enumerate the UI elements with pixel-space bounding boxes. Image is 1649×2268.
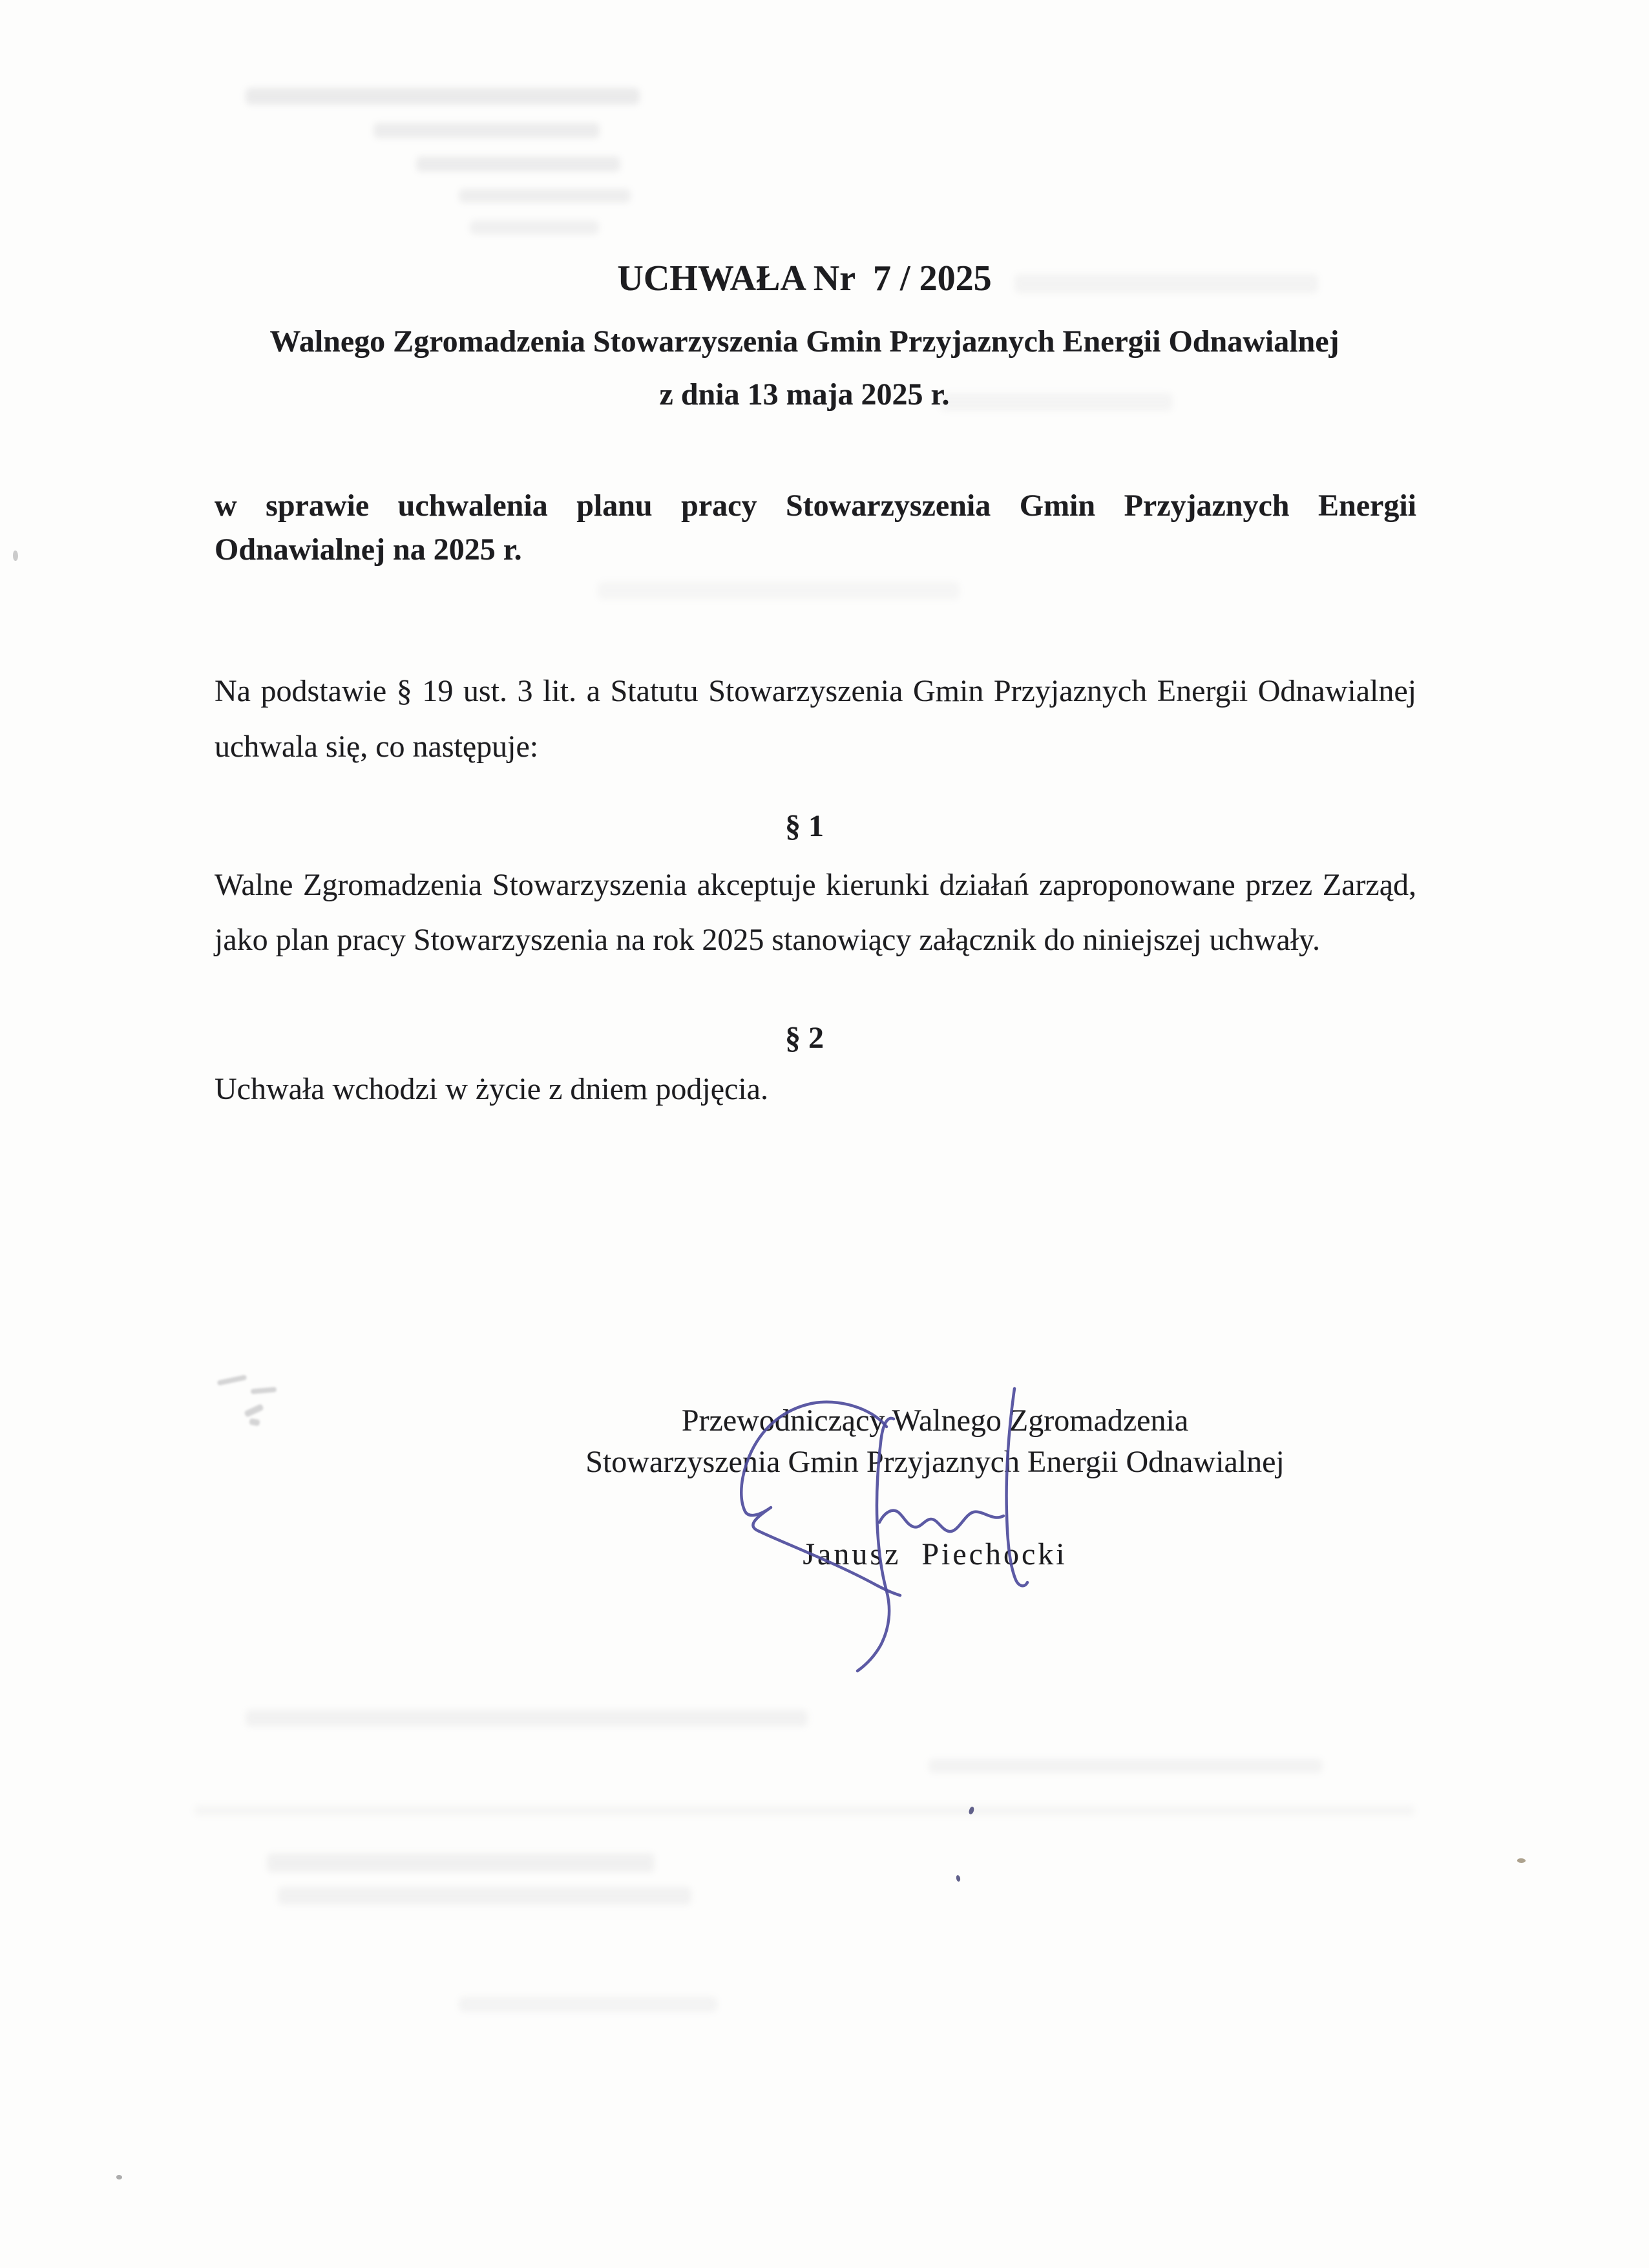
signature-scrawl: [704, 1367, 1073, 1696]
signatory-name: Janusz Piechocki: [803, 1537, 1067, 1571]
ghost-text-artifact: [598, 582, 960, 600]
pencil-smudge: [244, 1403, 264, 1418]
pen-stroke: [857, 1418, 894, 1671]
subject-paragraph: w sprawie uchwalenia planu pracy Stowarzyszenia Gmin Przyjaznych Energii Odnawialnej na 2025 r.: [215, 488, 1416, 567]
pencil-smudge: [251, 1387, 277, 1394]
document-date: z dnia 13 maja 2025 r.: [659, 377, 950, 412]
section-1-body: Walne Zgromadzenia Stowarzyszenia akceptuje kierunki działań zaproponowane przez Zarząd, jako plan pracy Stowarzyszenia na rok 2025 stanowiący załącznik do niniejszej uchwały.: [215, 868, 1416, 957]
pencil-smudge: [217, 1374, 247, 1385]
ink-speck: [1517, 1858, 1526, 1863]
ink-speck: [956, 1875, 961, 1882]
ghost-text-artifact: [416, 156, 620, 172]
ghost-text-artifact: [267, 1853, 655, 1873]
ink-speck: [116, 2175, 122, 2179]
signature-role-line-2: Stowarzyszenia Gmin Przyjaznych Energii Odnawialnej: [585, 1445, 1285, 1479]
ink-speck: [13, 551, 18, 561]
section-2-body: Uchwała wchodzi w życie z dniem podjęcia.: [215, 1072, 768, 1106]
ghost-text-artifact: [459, 189, 631, 203]
ghost-text-artifact: [470, 220, 599, 235]
signature-role-line-1: Przewodniczący Walnego Zgromadzenia: [681, 1403, 1189, 1438]
ghost-text-artifact: [246, 1710, 808, 1727]
document-title: UCHWAŁA Nr 7 / 2025: [617, 258, 992, 299]
pen-stroke: [1007, 1389, 1027, 1586]
ghost-text-artifact: [459, 1997, 717, 2012]
ghost-text-artifact: [929, 1759, 1323, 1773]
ghost-text-artifact: [246, 88, 640, 105]
legal-basis-paragraph: Na podstawie § 19 ust. 3 lit. a Statutu Stowarzyszenia Gmin Przyjaznych Energii Odnawialnej uchwala się, co następuje:: [215, 674, 1416, 764]
section-1-heading: § 1: [785, 809, 824, 843]
ghost-text-artifact: [194, 1805, 1415, 1816]
section-2-heading: § 2: [785, 1021, 824, 1055]
pencil-smudge: [249, 1418, 260, 1427]
ghost-text-artifact: [373, 123, 600, 138]
ghost-text-artifact: [278, 1887, 691, 1905]
pen-stroke: [879, 1511, 1003, 1531]
document-subtitle: Walnego Zgromadzenia Stowarzyszenia Gmin Przyjaznych Energii Odnawialnej: [269, 324, 1339, 359]
